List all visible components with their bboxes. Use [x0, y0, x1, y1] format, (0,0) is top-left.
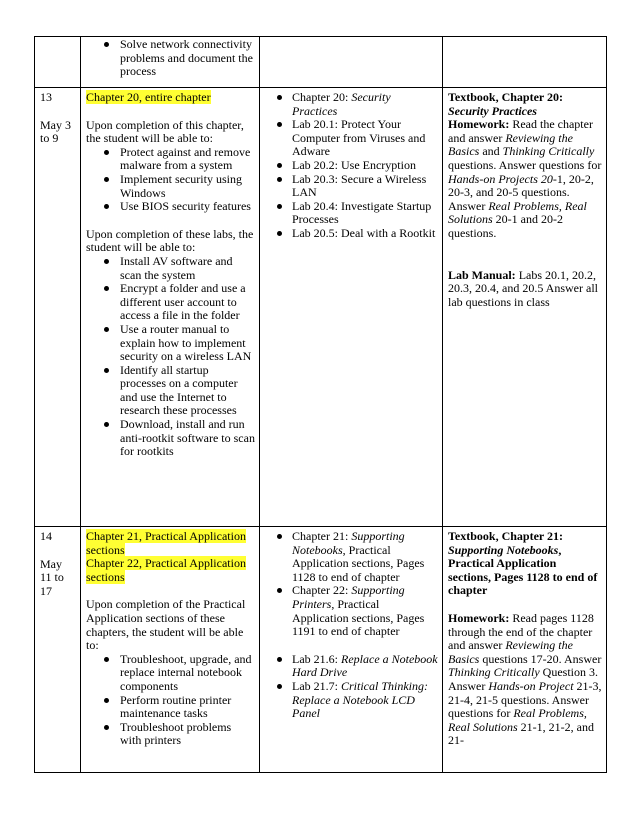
list-item: Chapter 20: Security Practices: [265, 91, 438, 118]
objective-list: [86, 146, 255, 214]
assignment-heading: Textbook, Chapter 20: Security Practices Homework: Read the chapter and answer Reviewing the Basics and Thinking Critically questions. Answer questions for Hands-on Projects 20-1, 20-2, 20-3, and 20-5 questions. Answer Real Problems, Real Solutions 20-1 and 20-2 questions.: [448, 90, 602, 240]
assignment-cell: [443, 527, 607, 773]
lab-manual-text: Lab Manual: Labs 20.1, 20.2, 20.3, 20.4, and 20.5 Answer all lab questions in class: [448, 267, 598, 309]
topics-cell: [260, 37, 443, 88]
list-item: Lab 21.6: Replace a Notebook Hard Drive: [265, 653, 438, 680]
list-item: Solve network connectivity problems and document the process: [86, 38, 255, 79]
list-item: Chapter 21: Supporting Notebooks, Practical Application sections, Pages 1128 to end of chapter: [265, 530, 438, 584]
assignment-cell: [443, 88, 607, 527]
topics-cell: [260, 527, 443, 773]
week-number: 14: [40, 529, 52, 543]
list-item: Troubleshoot, upgrade, and replace internal notebook components: [86, 653, 255, 694]
list-item: Protect against and remove malware from a system: [86, 146, 255, 173]
list-item: Lab 20.5: Deal with a Rootkit: [265, 227, 438, 241]
list-item: Use a router manual to explain how to implement security on a wireless LAN: [86, 323, 255, 364]
list-item: Lab 20.1: Protect Your Computer from Viruses and Adware: [265, 118, 438, 159]
objectives-intro: Upon completion of this chapter, the student will be able to:: [86, 117, 244, 146]
assignment-cell: [443, 37, 607, 88]
list-item: Encrypt a folder and use a different user account to access a file in the folder: [86, 282, 255, 323]
list-item: Lab 20.3: Secure a Wireless LAN: [265, 173, 438, 200]
list-item: Lab 20.2: Use Encryption: [265, 159, 438, 173]
table-row: [35, 37, 607, 88]
chapter-title: Chapter 20, entire chapter: [86, 90, 211, 104]
objectives-cell: [81, 527, 260, 773]
list-item: Identify all startup processes on a computer and use the Internet to research these processes: [86, 364, 255, 418]
objective-list: [86, 38, 255, 79]
topics-cell: [260, 88, 443, 527]
list-item: Lab 21.7: Critical Thinking: Replace a Notebook LCD Panel: [265, 680, 438, 721]
list-item: Install AV software and scan the system: [86, 255, 255, 282]
list-item: Chapter 22: Supporting Printers, Practical Application sections, Pages 1191 to end of chapter: [265, 584, 438, 638]
list-item: Use BIOS security features: [86, 200, 255, 214]
table-row: [35, 88, 607, 527]
week-cell: [35, 37, 81, 88]
week-dates: May 11 to 17: [40, 556, 64, 598]
topic-list: [265, 91, 438, 241]
week-cell: [35, 88, 81, 527]
objective-list: [86, 255, 255, 459]
objective-list: [86, 653, 255, 748]
homework-text: Homework: Read pages 1128 through the end of the chapter and answer Reviewing the Basics questions 17-20. Answer Thinking Critically Question 3. Answer Hands-on Project 21-3, 21-4, 21-5 questions. Answer questions for Real Problems, Real Solutions 21-1, 21-2, and 21-: [448, 610, 602, 748]
week-dates: May 3 to 9: [40, 117, 71, 146]
assignment-heading: Textbook, Chapter 21: Supporting Notebooks, Practical Application sections, Pages 1128 to end of chapter: [448, 529, 598, 598]
objectives-intro: Upon completion of these labs, the student will be able to:: [86, 226, 254, 255]
topic-list: [265, 653, 438, 721]
list-item: Implement security using Windows: [86, 173, 255, 200]
table-row: [35, 527, 607, 773]
topic-list: [265, 530, 438, 639]
chapter-title: Chapter 21, Practical Application sections: [86, 529, 246, 557]
list-item: Perform routine printer maintenance tasks: [86, 694, 255, 721]
week-number: 13: [40, 90, 52, 104]
objectives-cell: [81, 37, 260, 88]
schedule-table: [34, 36, 607, 773]
list-item: Lab 20.4: Investigate Startup Processes: [265, 200, 438, 227]
week-cell: [35, 527, 81, 773]
objectives-cell: [81, 88, 260, 527]
chapter-title: Chapter 22, Practical Application sections: [86, 556, 246, 584]
list-item: Download, install and run anti-rootkit software to scan for rootkits: [86, 418, 255, 459]
objectives-intro: Upon completion of the Practical Application sections of these chapters, the student will be able to:: [86, 597, 246, 653]
list-item: Troubleshoot problems with printers: [86, 721, 255, 748]
